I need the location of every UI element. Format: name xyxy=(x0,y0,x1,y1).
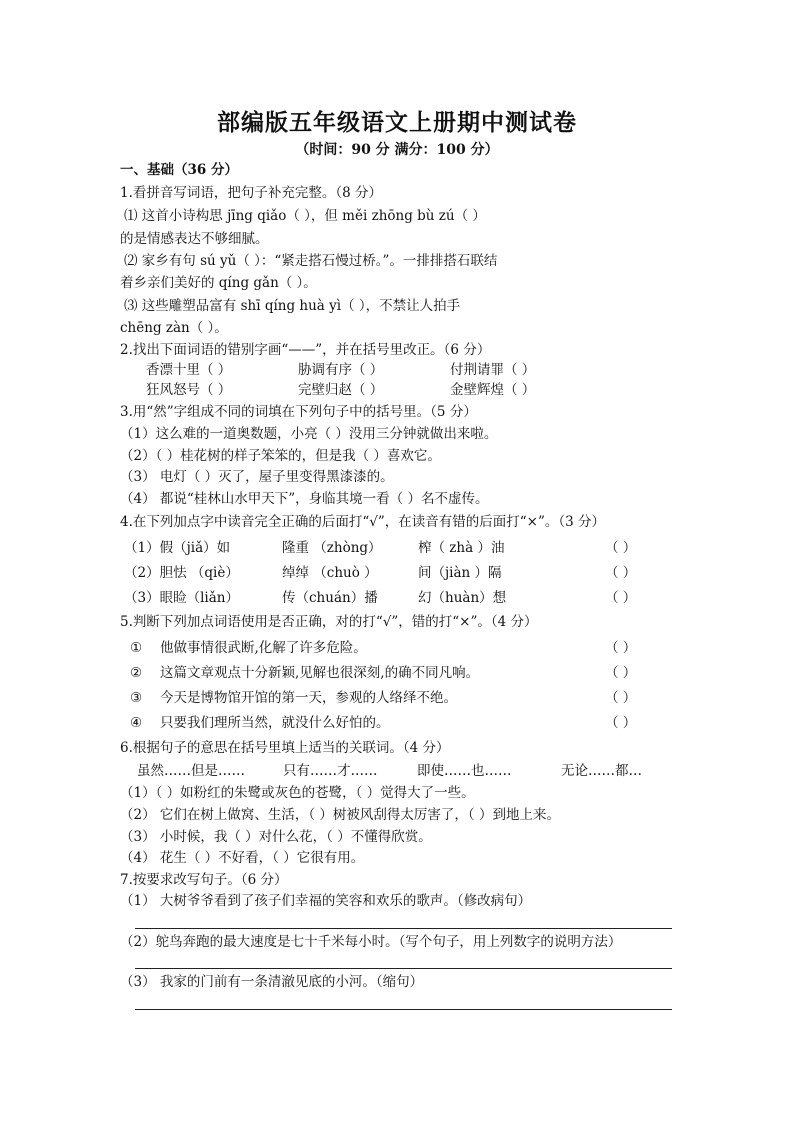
question-1-line: ⑶ 这些雕塑品富有 shī qíng huà yì（ ），不禁让人拍手 xyxy=(124,298,461,314)
word-item: 金壁辉煌（ ） xyxy=(450,382,536,398)
answer-paren: （ ） xyxy=(605,690,637,706)
pinyin-item: 传（chuán）播 xyxy=(282,590,378,606)
pinyin-item: （1）假（jiǎ）如 xyxy=(124,540,231,556)
pinyin-item: 榨（ zhà ）油 xyxy=(418,540,505,556)
answer-line[interactable] xyxy=(135,928,672,929)
question-2-stem: 2.找出下面词语的错别字画“——”，并在括号里改正。（6 分） xyxy=(120,342,491,358)
answer-paren: （ ） xyxy=(605,565,637,581)
judge-sentence: 这篇文章观点十分新颖,见解也很深刻,的确不同凡响。 xyxy=(160,665,480,681)
question-1-line: 着乡亲们美好的 qíng gǎn（ ）。 xyxy=(120,275,317,291)
word-item: 胁调有序（ ） xyxy=(298,362,384,378)
conjunction-option: 只有……才…… xyxy=(283,763,378,779)
item-number: ④ xyxy=(130,715,143,731)
question-7-line: （3） 我家的门前有一条清澈见底的小河。（缩句） xyxy=(120,974,424,990)
item-number: ② xyxy=(130,665,143,681)
answer-paren: （ ） xyxy=(605,540,637,556)
pinyin-item: （2）胆怯 （qiè） xyxy=(124,565,239,581)
question-3-line: （2）（ ）桂花树的样子笨笨的，但是我（ ）喜欢它。 xyxy=(120,448,441,464)
conjunction-option: 虽然……但是…… xyxy=(137,763,245,779)
question-6-line: （4） 花生（ ）不好看，（ ）它很有用。 xyxy=(120,850,365,866)
exam-title: 部编版五年级语文上册期中测试卷 xyxy=(217,109,577,136)
item-number: ① xyxy=(130,640,143,656)
pinyin-item: 绰绰 （chuò ） xyxy=(282,565,378,581)
conjunction-option: 无论……都… xyxy=(561,763,642,779)
word-item: 狂风怒号（ ） xyxy=(146,382,232,398)
answer-paren: （ ） xyxy=(605,715,637,731)
answer-paren: （ ） xyxy=(605,665,637,681)
question-7-line: （1） 大树爷爷看到了孩子们幸福的笑容和欢乐的歌声。（修改病句） xyxy=(120,893,532,909)
question-7-line: （2）鸵鸟奔跑的最大速度是七十千米每小时。（写个句子，用上列数字的说明方法） xyxy=(120,934,622,950)
question-1-stem: 1.看拼音写词语，把句子补充完整。（8 分） xyxy=(120,185,383,201)
question-3-line: （1）这么难的一道奥数题，小亮（ ）没用三分钟就做出来啦。 xyxy=(120,426,498,442)
judge-sentence: 今天是博物馆开馆的第一天，参观的人络绎不绝。 xyxy=(160,690,457,706)
question-1-line: 的是情感表达不够细腻。 xyxy=(120,231,269,247)
question-3-line: （3） 电灯（ ）灭了，屋子里变得黑漆漆的。 xyxy=(120,469,394,485)
word-item: 香漂十里（ ） xyxy=(146,362,232,378)
conjunction-option: 即使……也…… xyxy=(417,763,512,779)
judge-sentence: 他做事情很武断,化解了许多危险。 xyxy=(160,640,367,656)
question-6-stem: 6.根据句子的意思在括号里填上适当的关联词。（4 分） xyxy=(120,740,450,756)
question-5-stem: 5.判断下列加点词语使用是否正确，对的打“√”，错的打“×”。（4 分） xyxy=(120,614,538,630)
item-number: ③ xyxy=(130,690,143,706)
question-6-line: （2） 它们在树上做窝、生活，（ ）树被风刮得太厉害了，（ ）到地上来。 xyxy=(120,807,560,823)
judge-sentence: 只要我们理所当然，就没什么好怕的。 xyxy=(160,715,390,731)
word-item: 付荆请罪（ ） xyxy=(450,362,536,378)
answer-paren: （ ） xyxy=(605,640,637,656)
pinyin-item: （3）眼睑（liǎn） xyxy=(124,590,239,606)
section-heading: 一、基础（36 分） xyxy=(120,162,238,178)
question-3-stem: 3.用“然”字组成不同的词填在下列句子中的括号里。（5 分） xyxy=(120,404,477,420)
question-3-line: （4） 都说“桂林山水甲天下”，身临其境一看（ ）名不虚传。 xyxy=(120,491,489,507)
pinyin-item: 间（jiàn ）隔 xyxy=(418,565,502,581)
answer-paren: （ ） xyxy=(605,590,637,606)
question-1-line: ⑴ 这首小诗构思 jīng qiǎo（ ），但 měi zhōng bù zú（ ） xyxy=(124,208,486,224)
pinyin-item: 隆重 （zhòng） xyxy=(282,540,382,556)
exam-subtitle: （时间：90 分 满分：100 分） xyxy=(295,142,499,158)
word-item: 完壁归赵（ ） xyxy=(298,382,384,398)
question-7-stem: 7.按要求改写句子。（6 分） xyxy=(120,872,288,888)
answer-line[interactable] xyxy=(135,1009,672,1010)
question-6-line: （1）（ ）如粉红的朱鹭或灰色的苍鹭，（ ）觉得大了一些。 xyxy=(120,785,475,801)
question-1-line: ⑵ 家乡有句 sú yǔ（ ）：“紧走搭石慢过桥。”。一排排搭石联结 xyxy=(124,253,498,269)
question-4-stem: 4.在下列加点字中读音完全正确的后面打“√”，在读音有错的后面打“×”。（3 分） xyxy=(120,514,606,530)
question-6-line: （3） 小时候，我（ ）对什么花，（ ）不懂得欣赏。 xyxy=(120,829,432,845)
answer-line[interactable] xyxy=(135,968,672,969)
question-1-line: chēng zàn（ ）。 xyxy=(120,320,228,336)
pinyin-item: 幻（huàn）想 xyxy=(418,590,507,606)
